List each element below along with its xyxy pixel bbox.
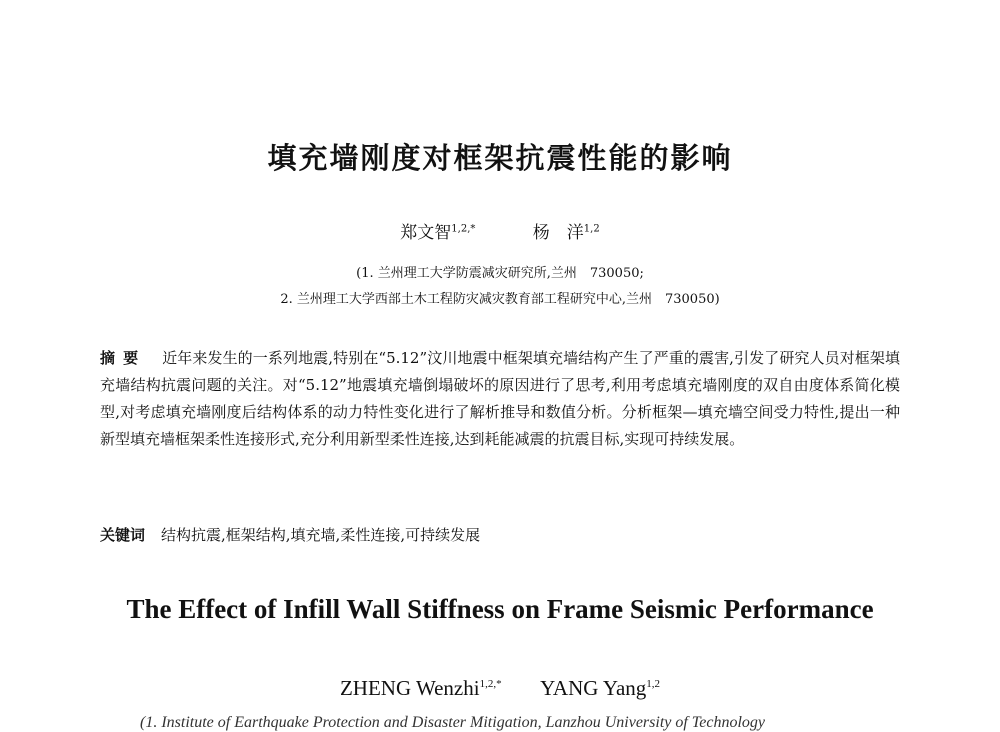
- author-2-en-name: YANG Yang: [540, 676, 647, 700]
- author-1-en: [340, 676, 502, 700]
- abstract-text: 近年来发生的一系列地震,特别在“5.12”汶川地震中框架填充墙结构产生了严重的震害,引发了研究人员对框架填充墙结构抗震问题的关注。对“5.12”地震填充墙倒塌破坏的原因进行了思考,利用考虑填充墙刚度的双自由度体系简化模型,对考虑填充墙刚度后结构体系的动力特性变化进行了解析推导和数值分析。分析框架—填充墙空间受力特性,提出一种新型填充墙框架柔性连接形式,充分利用新型柔性连接,达到耗能减震的抗震目标,实现可持续发展。: [100, 349, 900, 448]
- paper-title-cn: 填充墙刚度对框架抗震性能的影响: [267, 141, 733, 175]
- author-1-cn: [400, 223, 475, 243]
- author-2-cn: [533, 223, 600, 243]
- author-2-cn-affil-mark: 1,2: [583, 223, 600, 235]
- affiliation-1-cn: (1. 兰州理工大学防震减灾研究所,兰州 730050;: [356, 266, 644, 281]
- abstract-block: [100, 345, 900, 453]
- author-1-cn-affil-mark: 1,2,*: [451, 223, 476, 235]
- paper-title-en: The Effect of Infill Wall Stiffness on Frame Seismic Performance: [126, 594, 874, 624]
- abstract-label: 摘要: [100, 349, 147, 367]
- keywords-label: 关键词: [100, 526, 146, 544]
- affiliation-2-cn: 2. 兰州理工大学西部土木工程防灾减灾教育部工程研究中心,兰州 730050): [280, 292, 720, 307]
- authors-cn: [0, 218, 1000, 243]
- author-2-en-affil-mark: 1,2: [646, 678, 661, 690]
- author-1-en-affil-mark: 1,2,*: [479, 678, 502, 690]
- author-1-en-name: ZHENG Wenzhi: [339, 676, 480, 700]
- author-2-cn-name: 杨 洋: [532, 223, 584, 243]
- keywords-block: [100, 524, 900, 545]
- affiliation-en-partial: (1. Institute of Earthquake Protection and Disaster Mitigation, Lanzhou University of Technology: [140, 714, 765, 731]
- keywords-text: 结构抗震,框架结构,填充墙,柔性连接,可持续发展: [161, 526, 481, 544]
- authors-en: [0, 676, 1000, 701]
- author-2-en: [540, 676, 660, 700]
- author-1-cn-name: 郑文智: [400, 223, 452, 243]
